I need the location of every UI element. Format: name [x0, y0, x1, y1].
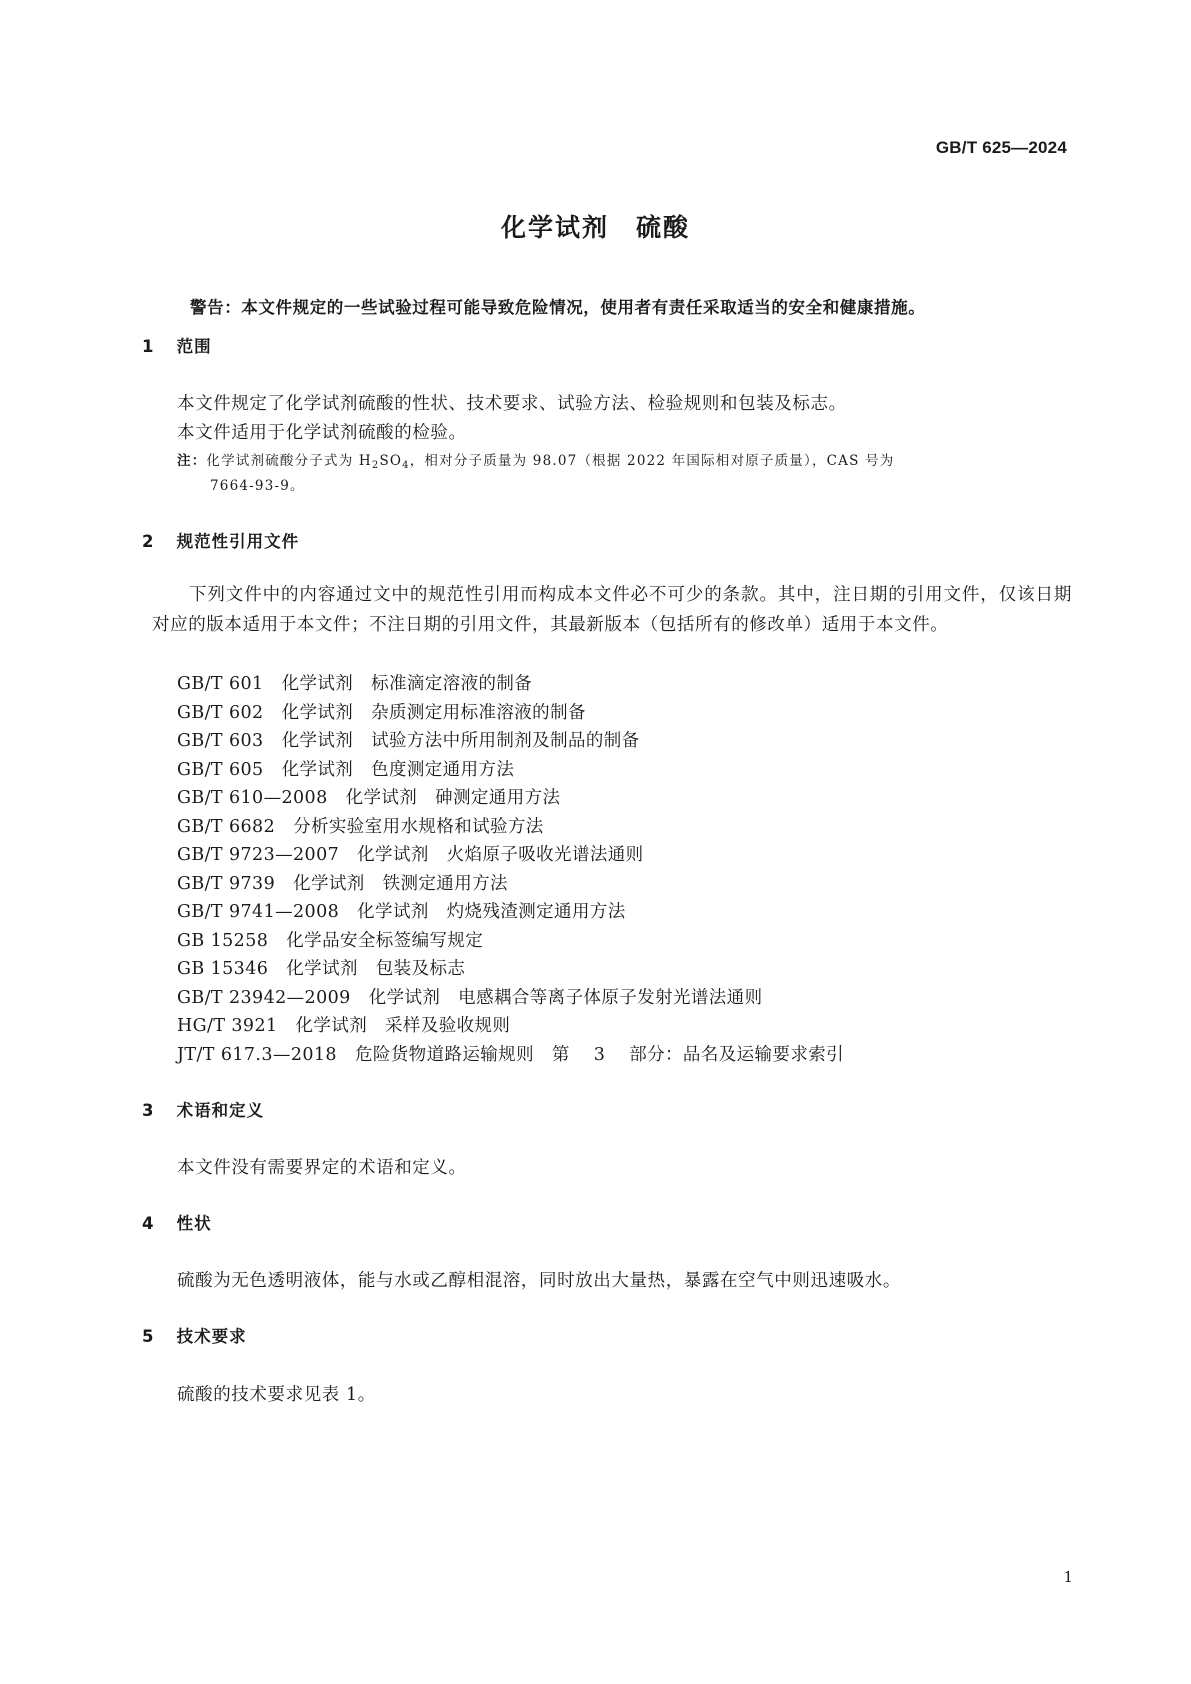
reference-item: [177, 898, 844, 927]
formula-subscript: 4: [402, 460, 410, 471]
section-number: 3: [142, 1101, 154, 1120]
reference-item: [177, 784, 844, 813]
paragraph: 硫酸的技术要求见表 1。: [177, 1385, 376, 1405]
reference-code: JT/T 617.3—2018: [177, 1044, 337, 1065]
reference-title: 化学试剂 铁测定通用方法: [293, 873, 508, 894]
reference-code: GB/T 610—2008: [177, 788, 328, 808]
paragraph: 本文件适用于化学试剂硫酸的检验。: [177, 423, 467, 443]
reference-item: [177, 927, 844, 956]
section-3-heading: [142, 1097, 264, 1121]
section-number: 1: [142, 337, 154, 356]
reference-list: [177, 670, 844, 1069]
reference-code: GB/T 602: [177, 702, 264, 723]
reference-item: [177, 870, 844, 899]
reference-title: 化学试剂 砷测定通用方法: [345, 788, 561, 808]
reference-title: 危险货物道路运输规则 第 3 部分：品名及运输要求索引: [354, 1044, 845, 1065]
reference-item: [177, 727, 844, 756]
section-title: 技术要求: [176, 1327, 247, 1346]
reference-code: GB 15258: [177, 930, 269, 951]
section-number: 2: [142, 532, 154, 551]
reference-code: HG/T 3921: [177, 1016, 278, 1036]
references-intro: 下列文件中的内容通过文中的规范性引用而构成本文件必不可少的条款。其中，注日期的引用文件，仅该日期对应的版本适用于本文件；不注日期的引用文件，其最新版本（包括所有的修改单）适用于本文件。: [152, 585, 1072, 635]
reference-title: 化学试剂 火焰原子吸收光谱法通则: [357, 845, 644, 865]
reference-title: 分析实验室用水规格和试验方法: [293, 816, 544, 837]
paragraph: 本文件规定了化学试剂硫酸的性状、技术要求、试验方法、检验规则和包装及标志。: [177, 394, 847, 414]
reference-title: 化学品安全标签编写规定: [286, 930, 484, 951]
reference-item: [177, 756, 844, 785]
reference-title: 化学试剂 包装及标志: [286, 959, 466, 979]
reference-item: [177, 1041, 844, 1070]
section-title: 性状: [176, 1214, 212, 1233]
note-text: ，相对分子质量为 98.07（根据 2022 年国际相对原子质量），CAS 号为: [409, 453, 895, 469]
page-number: 1: [1063, 1568, 1073, 1586]
section-1-heading: [142, 333, 212, 357]
reference-code: GB/T 23942—2009: [177, 987, 351, 1008]
note: [177, 449, 894, 471]
reference-item: [177, 955, 844, 984]
reference-item: [177, 1012, 844, 1041]
section-2-heading: [142, 528, 299, 552]
standard-code: GB/T 625—2024: [935, 138, 1067, 157]
formula-subscript: 2: [371, 460, 380, 471]
note-text: SO: [379, 453, 403, 469]
note-label: 注：: [177, 453, 207, 469]
reference-code: GB 15346: [177, 959, 269, 979]
reference-item: [177, 813, 844, 842]
section-number: 5: [142, 1327, 154, 1346]
reference-code: GB/T 605: [177, 759, 264, 780]
reference-title: 化学试剂 灼烧残渣测定通用方法: [357, 902, 626, 922]
reference-code: GB/T 9723—2007: [177, 845, 340, 865]
reference-item: [177, 670, 844, 699]
reference-title: 化学试剂 试验方法中所用制剂及制品的制备: [281, 731, 640, 751]
note-continuation: 7664-93-9。: [210, 478, 305, 494]
reference-title: 化学试剂 杂质测定用标准溶液的制备: [281, 702, 586, 723]
section-title: 规范性引用文件: [176, 532, 300, 551]
reference-code: GB/T 603: [177, 731, 264, 751]
note-text: 化学试剂硫酸分子式为 H: [206, 453, 372, 469]
reference-code: GB/T 601: [177, 674, 264, 694]
reference-title: 化学试剂 色度测定通用方法: [281, 759, 515, 780]
paragraph: 硫酸为无色透明液体，能与水或乙醇相混溶，同时放出大量热，暴露在空气中则迅速吸水。: [177, 1271, 901, 1291]
reference-item: [177, 984, 844, 1013]
reference-item: [177, 699, 844, 728]
section-5-heading: [142, 1323, 247, 1347]
safety-warning: 警告：本文件规定的一些试验过程可能导致危险情况，使用者有责任采取适当的安全和健康措施。: [190, 298, 926, 317]
reference-code: GB/T 9739: [177, 873, 276, 894]
reference-title: 化学试剂 标准滴定溶液的制备: [281, 674, 533, 694]
reference-code: GB/T 9741—2008: [177, 902, 340, 922]
section-4-heading: [142, 1210, 212, 1234]
section-number: 4: [142, 1214, 154, 1233]
reference-title: 化学试剂 采样及验收规则: [295, 1016, 511, 1036]
reference-title: 化学试剂 电感耦合等离子体原子发射光谱法通则: [368, 987, 763, 1008]
section-title: 术语和定义: [176, 1101, 265, 1120]
paragraph: 本文件没有需要界定的术语和定义。: [177, 1158, 467, 1178]
reference-item: [177, 841, 844, 870]
section-title: 范围: [176, 337, 212, 356]
document-title: 化学试剂 硫酸: [500, 213, 690, 242]
reference-code: GB/T 6682: [177, 816, 276, 837]
